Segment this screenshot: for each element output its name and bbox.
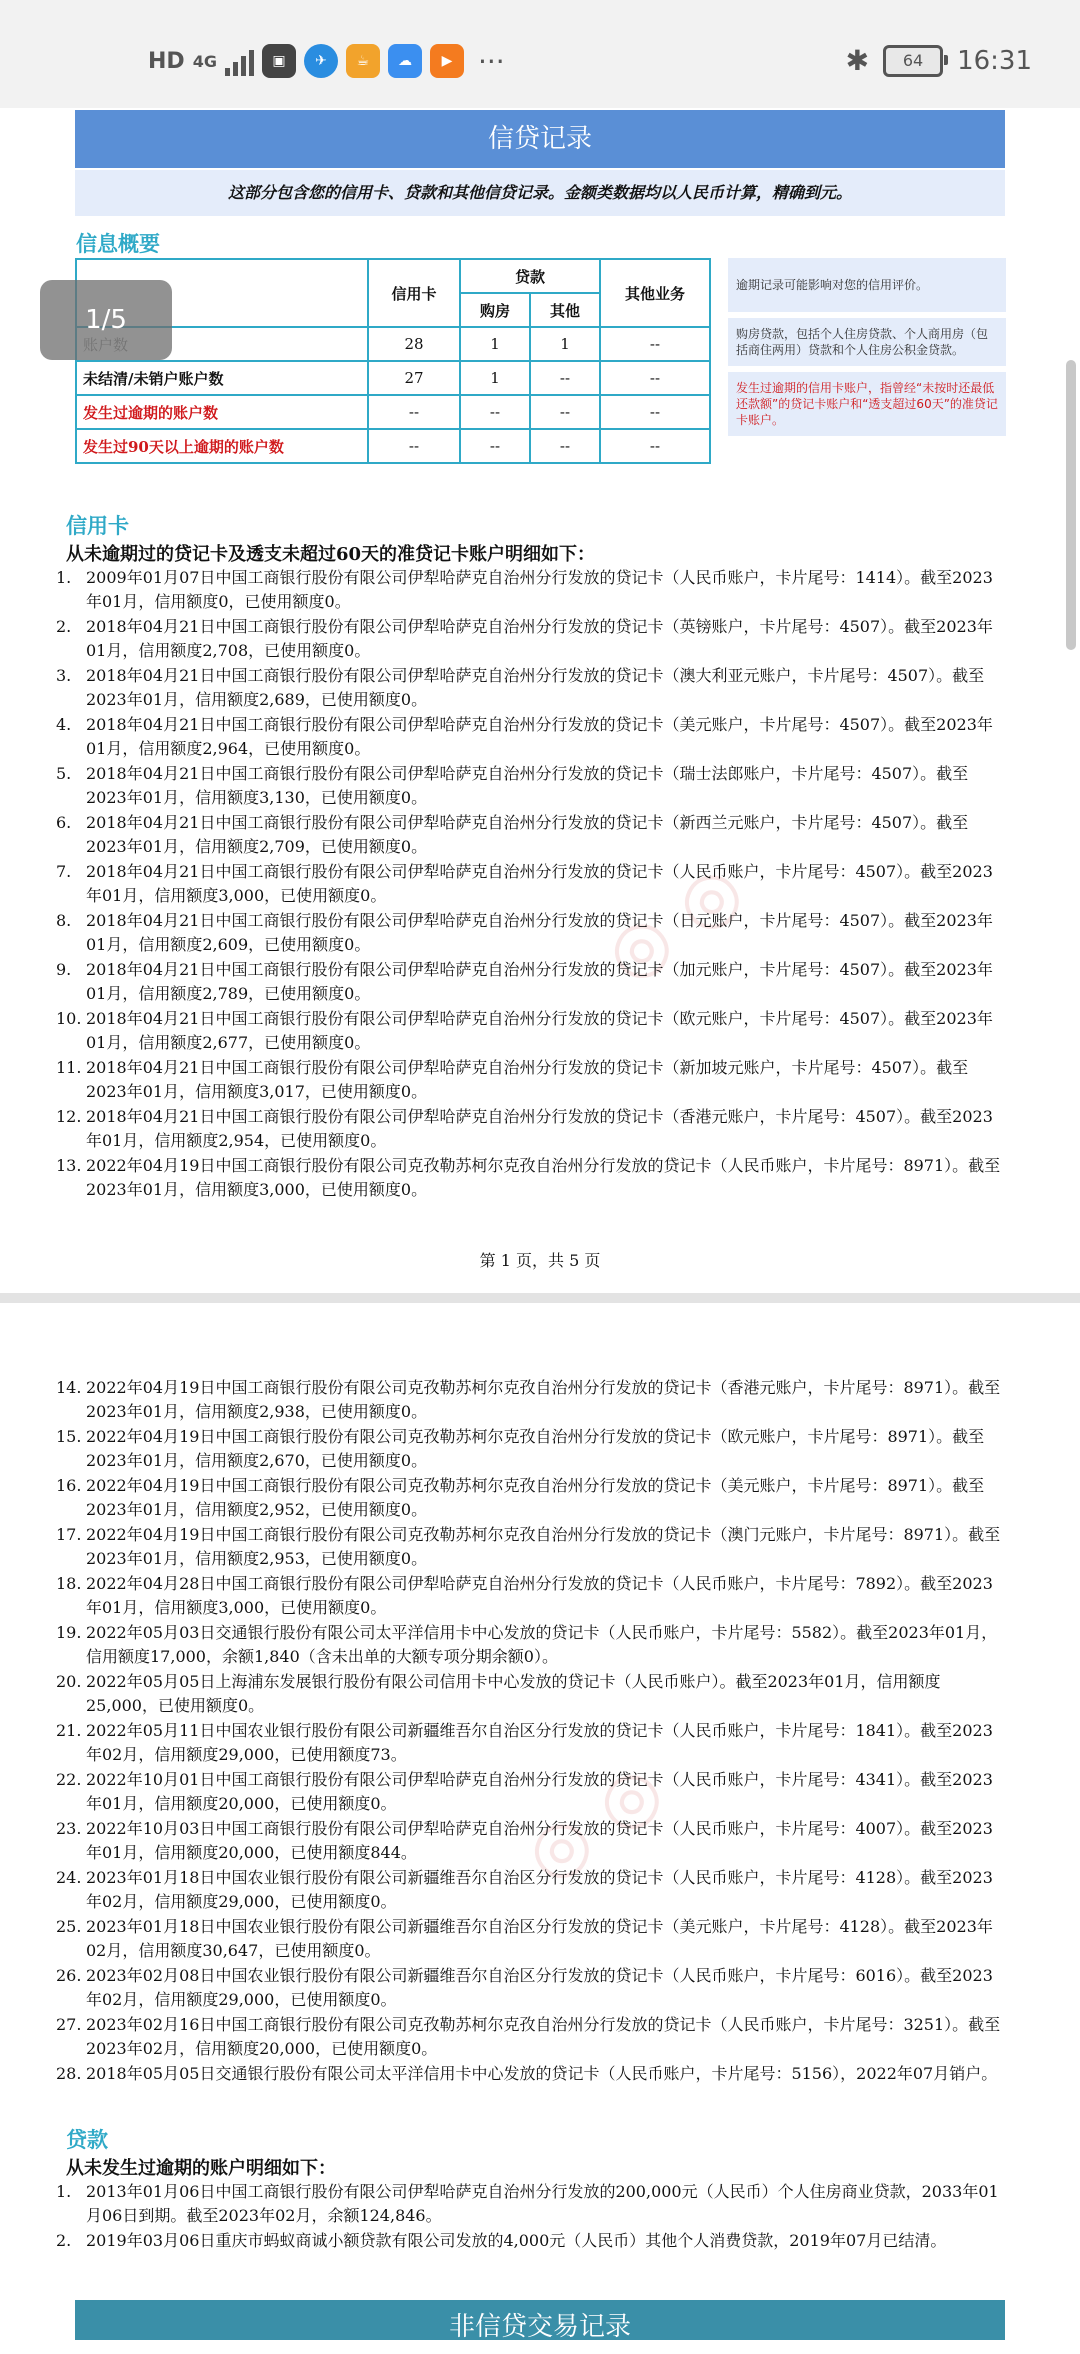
list-item: 8. 2018年04月21日中国工商银行股份有限公司伊犁哈萨克自治州分行发放的贷记卡（日元账户，卡片尾号：4507）。截至2023年01月，信用额度2,609，已使用额度0。: [56, 911, 993, 954]
list-item: 9. 2018年04月21日中国工商银行股份有限公司伊犁哈萨克自治州分行发放的贷记卡（加元账户，卡片尾号：4507）。截至2023年01月，信用额度2,789，已使用额度0。: [56, 960, 993, 1003]
list-item: 25. 2023年01月18日中国农业银行股份有限公司新疆维吾尔自治区分行发放的贷记卡（美元账户，卡片尾号：4128）。截至2023年02月，信用额度30,647，已使用额度0。: [56, 1917, 993, 1960]
page-separator: [0, 1293, 1080, 1303]
cell: --: [460, 395, 530, 429]
header-loan: 贷款: [460, 259, 600, 293]
huawei-app-icon: ▣: [262, 44, 296, 78]
list-item: 1. 2013年01月06日中国工商银行股份有限公司伊犁哈萨克自治州分行发放的200,000元（人民币）个人住房商业贷款，2033年01月06日到期。截至2023年02月，余额124,846。: [56, 2182, 999, 2225]
cell: --: [460, 429, 530, 463]
credit-card-list-page1: [56, 566, 1006, 1203]
list-item: 11. 2018年04月21日中国工商银行股份有限公司伊犁哈萨克自治州分行发放的贷记卡（新加坡元账户，卡片尾号：4507）。截至2023年01月，信用额度3,017，已使用额度0。: [56, 1058, 969, 1101]
list-item: 3. 2018年04月21日中国工商银行股份有限公司伊犁哈萨克自治州分行发放的贷记卡（澳大利亚元账户，卡片尾号：4507）。截至2023年01月，信用额度2,689，已使用额度0。: [56, 666, 985, 709]
list-item: 21. 2022年05月11日中国农业银行股份有限公司新疆维吾尔自治区分行发放的贷记卡（人民币账户，卡片尾号：1841）。截至2023年02月，信用额度29,000，已使用额度73。: [56, 1721, 993, 1764]
list-item: 15. 2022年04月19日中国工商银行股份有限公司克孜勒苏柯尔克孜自治州分行发放的贷记卡（欧元账户，卡片尾号：8971）。截至2023年01月，信用额度2,670，已使用额度0。: [56, 1427, 985, 1470]
cell: --: [600, 327, 710, 361]
note: 购房贷款，包括个人住房贷款、个人商用房（包括商住两用）贷款和个人住房公积金贷款。: [728, 318, 1006, 366]
page-footer: 第 1 页，共 5 页: [479, 1251, 601, 1270]
cell: --: [600, 361, 710, 395]
overview-title: 信息概要: [76, 232, 160, 256]
list-item: 2. 2018年04月21日中国工商银行股份有限公司伊犁哈萨克自治州分行发放的贷记卡（英镑账户，卡片尾号：4507）。截至2023年01月，信用额度2,708，已使用额度0。: [56, 617, 993, 660]
cell: --: [530, 395, 600, 429]
cloud-app-icon: ☁: [388, 44, 422, 78]
list-item: 24. 2023年01月18日中国农业银行股份有限公司新疆维吾尔自治区分行发放的贷记卡（人民币账户，卡片尾号：4128）。截至2023年02月，信用额度29,000，已使用额度0。: [56, 1868, 993, 1911]
header-credit-card: 信用卡: [368, 259, 460, 327]
list-item: 2. 2019年03月06日重庆市蚂蚁商诚小额贷款有限公司发放的4,000元（人民币）其他个人消费贷款，2019年07月已结清。: [56, 2231, 947, 2250]
list-item: 17. 2022年04月19日中国工商银行股份有限公司克孜勒苏柯尔克孜自治州分行发放的贷记卡（澳门元账户，卡片尾号：8971）。截至2023年01月，信用额度2,953，已使用额度0。: [56, 1525, 1001, 1568]
loan-title: 贷款: [66, 2128, 108, 2152]
credit-card-title: 信用卡: [66, 514, 129, 538]
list-item: 5. 2018年04月21日中国工商银行股份有限公司伊犁哈萨克自治州分行发放的贷记卡（瑞士法郎账户，卡片尾号：4507）。截至2023年01月，信用额度3,130，已使用额度0。: [56, 764, 969, 807]
credit-card-subtitle: 从未逾期过的贷记卡及透支未超过60天的准贷记卡账户明细如下：: [66, 544, 596, 565]
cell: 1: [460, 327, 530, 361]
cell: --: [600, 429, 710, 463]
list-item: 27. 2023年02月16日中国工商银行股份有限公司克孜勒苏柯尔克孜自治州分行发放的贷记卡（人民币账户，卡片尾号：3251）。截至2023年02月，信用额度20,000，已使用额度0。: [56, 2015, 1001, 2058]
list-item: 13. 2022年04月19日中国工商银行股份有限公司克孜勒苏柯尔克孜自治州分行发放的贷记卡（人民币账户，卡片尾号：8971）。截至2023年01月，信用额度3,000，已使用额度0。: [56, 1156, 1001, 1199]
table-row: [76, 395, 710, 429]
bluetooth-icon: ✱: [845, 44, 870, 77]
loan-subtitle: 从未发生过逾期的账户明细如下：: [66, 2158, 336, 2179]
row-label: 发生过90天以上逾期的账户数: [76, 429, 368, 463]
clock: 16:31: [957, 45, 1032, 76]
page-indicator: 1/5: [40, 280, 172, 360]
list-item: 12. 2018年04月21日中国工商银行股份有限公司伊犁哈萨克自治州分行发放的贷记卡（香港元账户，卡片尾号：4507）。截至2023年01月，信用额度2,954，已使用额度0。: [56, 1107, 993, 1150]
list-item: 7. 2018年04月21日中国工商银行股份有限公司伊犁哈萨克自治州分行发放的贷记卡（人民币账户，卡片尾号：4507）。截至2023年01月，信用额度3,000，已使用额度0。: [56, 862, 993, 905]
list-item: 23. 2022年10月03日中国工商银行股份有限公司伊犁哈萨克自治州分行发放的贷记卡（人民币账户，卡片尾号：4007）。截至2023年01月，信用额度20,000，已使用额度844。: [56, 1819, 993, 1862]
cell: 1: [460, 361, 530, 395]
overview-notes: [728, 258, 1006, 442]
row-label: 发生过逾期的账户数: [76, 395, 368, 429]
cell: --: [368, 429, 460, 463]
watermark: ◎ ◎: [509, 1745, 678, 1898]
video-app-icon: ▶: [430, 44, 464, 78]
cell: --: [530, 361, 600, 395]
list-item: 14. 2022年04月19日中国工商银行股份有限公司克孜勒苏柯尔克孜自治州分行发放的贷记卡（香港元账户，卡片尾号：8971）。截至2023年01月，信用额度2,938，已使用额度0。: [56, 1378, 1001, 1421]
status-bar: [0, 0, 1080, 108]
cell: 27: [368, 361, 460, 395]
list-item: 1. 2009年01月07日中国工商银行股份有限公司伊犁哈萨克自治州分行发放的贷记卡（人民币账户，卡片尾号：1414）。截至2023年01月，信用额度0，已使用额度0。: [56, 568, 993, 611]
network-type: 4G: [192, 51, 217, 71]
cell: 1: [530, 327, 600, 361]
table-row: [76, 361, 710, 395]
section-header: 信贷记录: [75, 110, 1005, 168]
cell: --: [600, 395, 710, 429]
watermark: ◎ ◎: [589, 845, 758, 998]
status-right: [846, 44, 1032, 77]
list-item: 19. 2022年05月03日交通银行股份有限公司太平洋信用卡中心发放的贷记卡（人民币账户，卡片尾号：5582）。截至2023年01月，信用额度17,000，余额1,840（含未出单的大额专项分期余额0）。: [56, 1623, 998, 1666]
signal-icon: [225, 46, 254, 76]
list-item: 20. 2022年05月05日上海浦东发展银行股份有限公司信用卡中心发放的贷记卡（人民币账户）。截至2023年01月，信用额度25,000，已使用额度0。: [56, 1672, 941, 1715]
note: 逾期记录可能影响对您的信用评价。: [728, 258, 1006, 312]
battery-icon: [883, 45, 943, 77]
header-other-biz: 其他业务: [600, 259, 710, 327]
list-item: 18. 2022年04月28日中国工商银行股份有限公司伊犁哈萨克自治州分行发放的贷记卡（人民币账户，卡片尾号：7892）。截至2023年01月，信用额度3,000，已使用额度0。: [56, 1574, 993, 1617]
list-item: 6. 2018年04月21日中国工商银行股份有限公司伊犁哈萨克自治州分行发放的贷记卡（新西兰元账户，卡片尾号：4507）。截至2023年01月，信用额度2,709，已使用额度0。: [56, 813, 969, 856]
loan-list: [56, 2180, 1006, 2254]
cell: --: [530, 429, 600, 463]
scrollbar[interactable]: [1066, 360, 1076, 650]
table-row: [76, 429, 710, 463]
hd-indicator: HD: [148, 48, 185, 74]
list-item: 28. 2018年05月05日交通银行股份有限公司太平洋信用卡中心发放的贷记卡（人民币账户，卡片尾号：5156），2022年07月销户。: [56, 2064, 998, 2083]
battery-level: 64: [902, 51, 924, 70]
browser-app-icon: ✈: [304, 44, 338, 78]
list-item: 26. 2023年02月08日中国农业银行股份有限公司新疆维吾尔自治区分行发放的贷记卡（人民币账户，卡片尾号：6016）。截至2023年02月，信用额度29,000，已使用额度0。: [56, 1966, 993, 2009]
row-label: 未结清/未销户账户数: [76, 361, 368, 395]
tea-app-icon: ☕: [346, 44, 380, 78]
list-item: 10. 2018年04月21日中国工商银行股份有限公司伊犁哈萨克自治州分行发放的贷记卡（欧元账户，卡片尾号：4507）。截至2023年01月，信用额度2,677，已使用额度0。: [56, 1009, 993, 1052]
note: 发生过逾期的信用卡账户，指曾经“未按时还最低还款额”的贷记卡账户和“透支超过60天”的准贷记卡账户。: [728, 372, 1006, 436]
cell: --: [368, 395, 460, 429]
list-item: 16. 2022年04月19日中国工商银行股份有限公司克孜勒苏柯尔克孜自治州分行发放的贷记卡（美元账户，卡片尾号：8971）。截至2023年01月，信用额度2,952，已使用额度0。: [56, 1476, 985, 1519]
credit-card-list-page2: [56, 1376, 1006, 2087]
next-section-header: 非信贷交易记录: [75, 2300, 1005, 2340]
status-left: [148, 44, 505, 78]
list-item: 4. 2018年04月21日中国工商银行股份有限公司伊犁哈萨克自治州分行发放的贷记卡（美元账户，卡片尾号：4507）。截至2023年01月，信用额度2,964，已使用额度0。: [56, 715, 993, 758]
more-icon: ···: [477, 44, 505, 78]
cell: 28: [368, 327, 460, 361]
list-item: 22. 2022年10月01日中国工商银行股份有限公司伊犁哈萨克自治州分行发放的贷记卡（人民币账户，卡片尾号：4341）。截至2023年01月，信用额度20,000，已使用额度0。: [56, 1770, 993, 1813]
section-subtitle: 这部分包含您的信用卡、贷款和其他信贷记录。金额类数据均以人民币计算，精确到元。: [75, 170, 1005, 216]
header-other: 其他: [530, 293, 600, 327]
header-house: 购房: [460, 293, 530, 327]
